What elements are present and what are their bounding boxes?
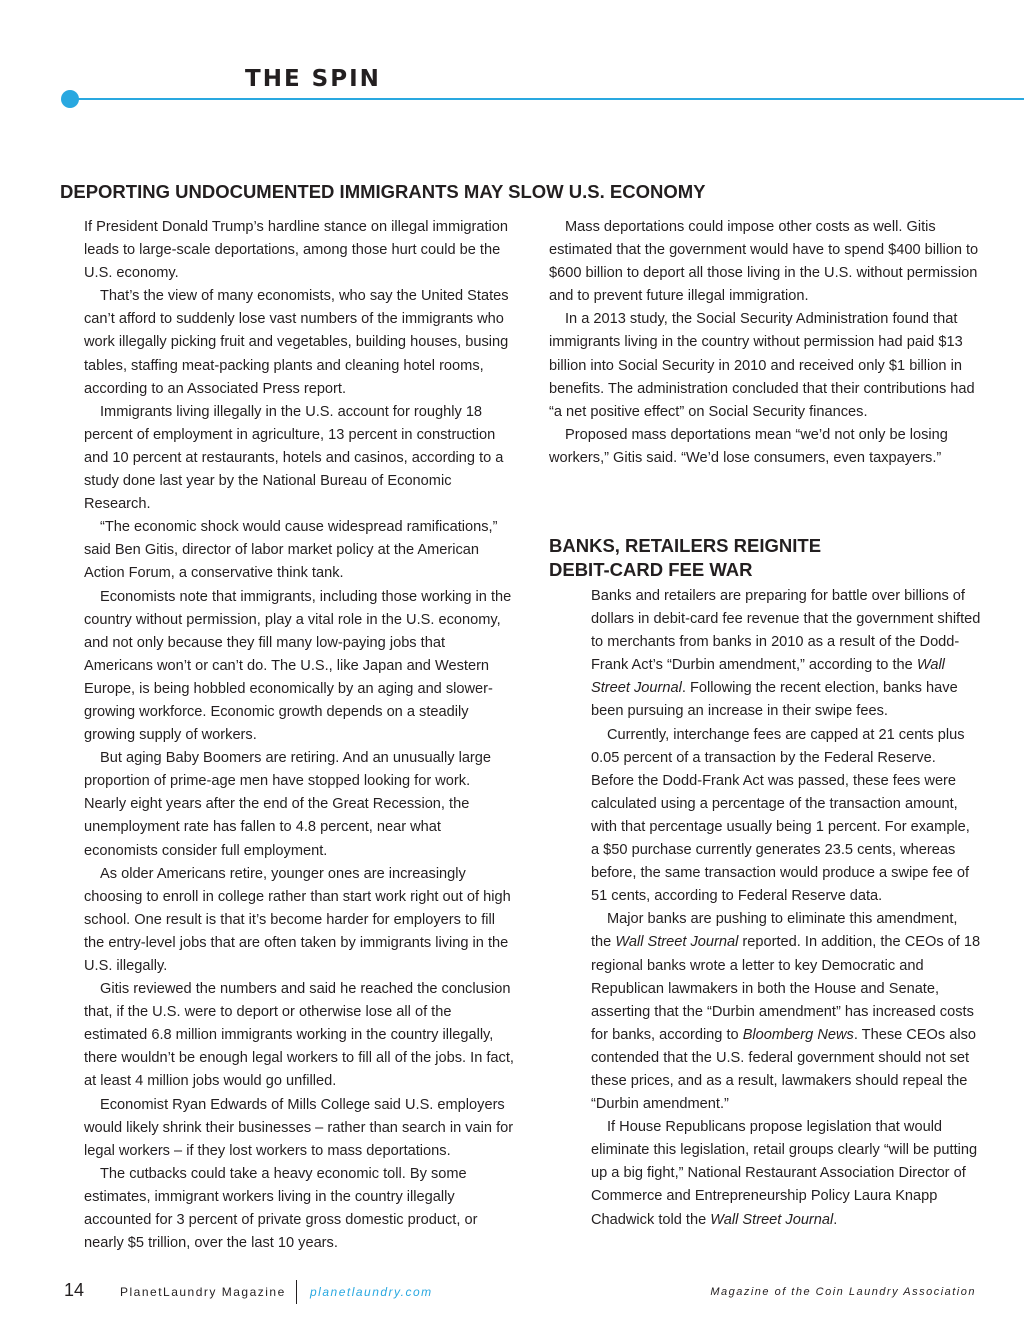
article-2-headline-line-1: BANKS, RETAILERS REIGNITE (549, 535, 822, 556)
publication-name: Wall Street Journal (591, 657, 945, 697)
header-dot-icon (61, 90, 79, 108)
article-1-paragraph: As older Americans retire, younger ones are increasingly choosing to enroll in college rather than start work right out of high school. One result is that it’s become harder for employers to fill the entry-level jobs that are often taken by immigrants living in the U.S. illegally. (84, 865, 511, 974)
text-run: . (833, 1211, 838, 1228)
magazine-tagline: Magazine of the Coin Laundry Association (710, 1286, 976, 1298)
website-link[interactable]: planetlaundry.com (310, 1285, 433, 1299)
section-title: THE SPIN (245, 66, 381, 92)
text-run: If House Republicans propose legislation that would eliminate this legislation, retail groups clearly “will be putting up a big fight,” National Restaurant Association Director of Commerce and Entrepreneurship Policy Laura Knapp Chadwick told the (591, 1119, 978, 1228)
article-1-paragraph: Immigrants living illegally in the U.S. account for roughly 18 percent of employment in agriculture, 13 percent in construction and 10 percent at restaurants, hotels and casinos, according to a study done last year by the National Bureau of Economic Research. (84, 403, 504, 513)
article-2-headline (549, 534, 969, 582)
text-run: Banks and retailers are preparing for battle over billions of dollars in debit-card fee revenue that the government shifted to merchants from banks in 2010 as a result of the Dodd-Frank Act’s “Durbin amendment,” according to the (591, 588, 981, 674)
article-1-paragraph: Economists note that immigrants, including those working in the country without permission, play a vital role in the U.S. economy, and not only because they fill many low-paying jobs that Americans won’t or can’t do. The U.S., like Japan and Western Europe, is being hobbled economically by an aging and slower-growing workforce. Economic growth depends on a steadily growing supply of workers. (84, 588, 512, 744)
article-2-headline-line-2: DEBIT-CARD FEE WAR (549, 559, 753, 580)
article-1-paragraph: If President Donald Trump’s hardline stance on illegal immigration leads to large-scale deportations, among those hurt could be the U.S. economy. (84, 219, 508, 282)
article-1-paragraph: “The economic shock would cause widespread ramifications,” said Ben Gitis, director of labor market policy at the American Action Forum, a conservative think tank. (84, 519, 498, 582)
article-2-column (591, 585, 981, 1232)
article-1-paragraph: Gitis reviewed the numbers and said he reached the conclusion that, if the U.S. were to deport or otherwise lose all of the estimated 6.8 million immigrants working in the country illegally, there wouldn’t be enough legal workers to fill all of the jobs. In fact, at least 4 million jobs would go unfilled. (84, 981, 514, 1090)
magazine-name: PlanetLaundry Magazine (120, 1285, 286, 1299)
article-2-paragraph: Currently, interchange fees are capped at 21 cents plus 0.05 percent of a transaction by the Federal Reserve. Before the Dodd-Frank Act was passed, these fees were calculated using a percentage of the transaction amount, with that percentage usually being 1 percent. For example, a $50 purchase currently generates 23.5 cents, whereas before, the same transaction would produce a swipe fee of 51 cents, according to Federal Reserve data. (591, 726, 970, 905)
text-run: . Following the recent election, banks have been pursuing an increase in their swipe fees. (591, 680, 958, 720)
article-1-paragraph: But aging Baby Boomers are retiring. And an unusually large proportion of prime-age men have stopped looking for work. Nearly eight years after the end of the Great Recession, the unemployment rate has fallen to 4.8 percent, near what economists consider full employment. (84, 750, 492, 859)
text-run: Major banks are pushing to eliminate this amendment, the (591, 911, 958, 951)
header-rule (70, 98, 1024, 100)
article-1-column-1 (84, 216, 516, 1255)
publication-name: Wall Street Journal (710, 1211, 834, 1228)
article-1-paragraph: Proposed mass deportations mean “we’d not only be losing workers,” Gitis said. “We’d lose consumers, even taxpayers.” (549, 426, 948, 466)
article-2-paragraph (591, 908, 981, 1116)
publication-name: Bloomberg News (742, 1026, 854, 1043)
page-footer (0, 1280, 1024, 1310)
article-1-paragraph: That’s the view of many economists, who say the United States can’t afford to suddenly lose vast numbers of the immigrants who work illegally picking fruit and vegetables, building houses, busing tables, staffing meat-packing plants and cleaning hotel rooms, according to an Associated Press report. (84, 288, 509, 397)
article-2-paragraph (591, 1116, 981, 1231)
article-2-paragraph (591, 585, 981, 724)
text-run: reported. In addition, the CEOs of 18 regional banks wrote a letter to key Democratic and Republican lawmakers in both the House and Senate, asserting that the “Durbin amendment” has increased costs for banks, according to (591, 934, 981, 1043)
text-run: . These CEOs also contended that the U.S. federal government should not set these prices, and as a result, lawmakers should repeal the “Durbin amendment.” (591, 1026, 977, 1113)
article-1-paragraph: Economist Ryan Edwards of Mills College said U.S. employers would likely shrink their businesses – rather than search in vain for legal workers – if they lost workers to mass deportations. (84, 1096, 514, 1159)
article-1-column-2 (549, 216, 981, 470)
publication-name: Wall Street Journal (615, 934, 739, 951)
article-1-headline: DEPORTING UNDOCUMENTED IMMIGRANTS MAY SLOW U.S. ECONOMY (60, 181, 706, 202)
page-number: 14 (64, 1280, 85, 1300)
article-1-paragraph: The cutbacks could take a heavy economic toll. By some estimates, immigrant workers living in the country illegally accounted for 3 percent of private gross domestic product, or nearly $5 trillion, over the last 10 years. (84, 1165, 478, 1252)
article-1-paragraph: In a 2013 study, the Social Security Administration found that immigrants living in the country without permission had paid $13 billion into Social Security in 2010 and received only $1 billion in benefits. The administration concluded that their contributions had “a net positive effect” on Social Security finances. (549, 311, 975, 420)
footer-divider (296, 1280, 297, 1304)
article-1-paragraph: Mass deportations could impose other costs as well. Gitis estimated that the government would have to spend $400 billion to $600 billion to deport all those living in the U.S. without permission and to prevent future illegal immigration. (549, 219, 979, 305)
